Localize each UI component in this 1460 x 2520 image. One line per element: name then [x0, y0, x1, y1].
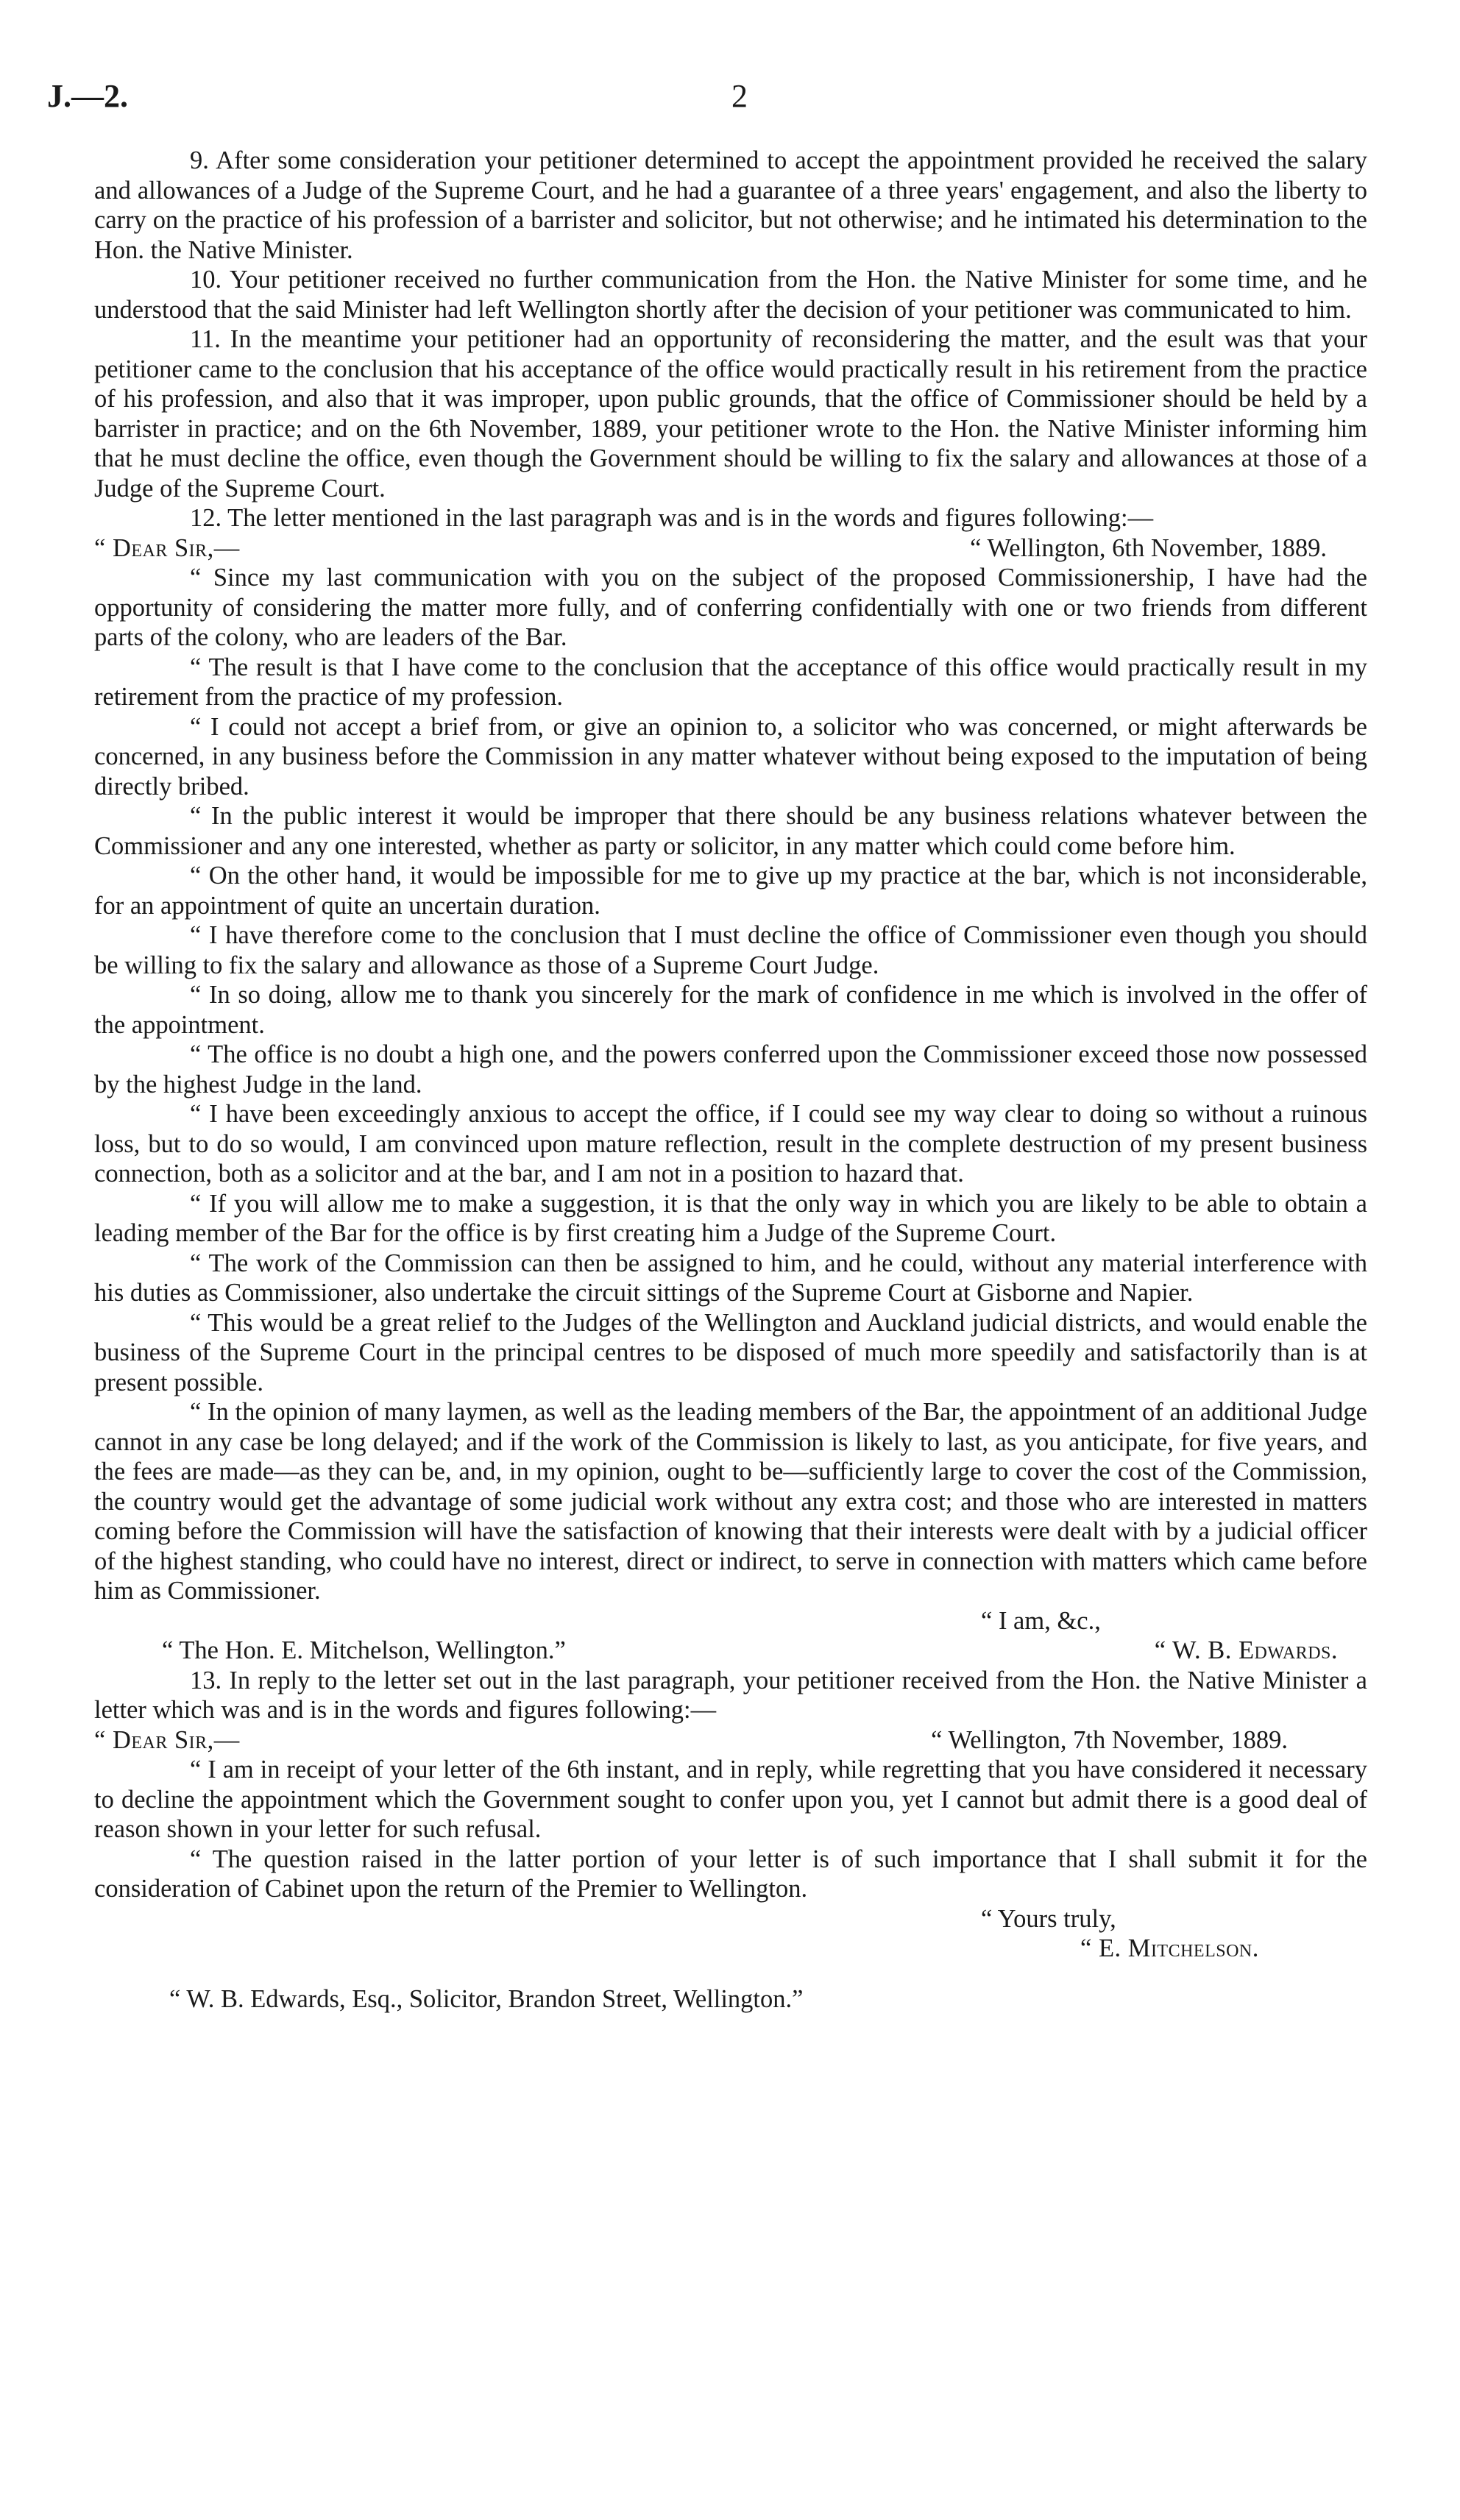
- letter-2-addressee: “ W. B. Edwards, Esq., Solicitor, Brandon Street, Wellington.”: [169, 1984, 804, 2013]
- letter-1-paragraph: “ On the other hand, it would be impossible for me to give up my practice at the bar, which is not inconsiderable, for an appointment of quite an uncertain duration.: [94, 862, 1367, 920]
- letter-1-paragraph: “ The result is that I have come to the conclusion that the acceptance of this office would practically result in my retirement from the practice of my profession.: [94, 653, 1367, 711]
- letter-2-heading: [94, 1725, 1367, 1756]
- document-body: [94, 146, 1367, 2014]
- letter-1-paragraph: “ I could not accept a brief from, or give an opinion to, a solicitor who was concerned, or might afterwards be concerned, in any business before the Commission in any matter whatever without being exposed to the imputation of being directly bribed.: [94, 712, 1367, 801]
- page-number: 2: [731, 78, 748, 114]
- letter-2-paragraph: “ The question raised in the latter portion of your letter is of such importance that I shall submit it for the consideration of Cabinet upon the return of the Premier to Wellington.: [94, 1845, 1367, 1903]
- letter-2-dateline: “ Wellington, 7th November, 1889.: [931, 1725, 1288, 1754]
- letter-1-paragraph: “ In so doing, allow me to thank you sincerely for the mark of confidence in me which is involved in the offer of the appointment.: [94, 981, 1367, 1039]
- letter-edwards: [94, 533, 1367, 1666]
- letter-1-paragraph: “ Since my last communication with you on the subject of the proposed Commissionership, I have had the opportunity of considering the matter more fully, and of conferring confidentially with one or two friends from different parts of the colony, who are leaders of the Bar.: [94, 564, 1367, 651]
- letter-1-closing: “ I am, &c.,: [981, 1606, 1101, 1635]
- paragraph-11: 11. In the meantime your petitioner had an opportunity of reconsidering the matter, and the esult was that your petitioner came to the conclusion that his acceptance of the office would practically result in his retirement from the practice of his profession, and also that it was improper, upon public grounds, that the office of Commissioner should be held by a barrister in practice; and on the 6th November, 1889, your petitioner wrote to the Hon. the Native Minister informing him that he must decline the office, even though the Government should be willing to fix the salary and allowances at those of a Judge of the Supreme Court.: [94, 325, 1367, 503]
- page-header: [47, 77, 1416, 121]
- letter-2-paragraph: “ I am in receipt of your letter of the 6th instant, and in reply, while regretting that you have considered it necessary to decline the appointment which the Government sought to confer upon you, yet I cannot but admit there is a good deal of reason shown in your letter for such refusal.: [94, 1756, 1367, 1843]
- paragraph-12: 12. The letter mentioned in the last paragraph was and is in the words and figures following:—: [190, 504, 1154, 532]
- letter-1-dateline: “ Wellington, 6th November, 1889.: [970, 533, 1327, 562]
- letter-1-paragraph: “ In the opinion of many laymen, as well as the leading members of the Bar, the appointment of an additional Judge cannot in any case be long delayed; and if the work of the Commission is likely to last, as you anticipate, for five years, and the fees are made—as they can be, and, in my opinion, ought to be—sufficiently large to cover the cost of the Commission, the country would get the advantage of some judicial work without any extra cost; and those who are interested in matters coming before the Commission will have the satisfaction of knowing that their interests were dealt with by a judicial officer of the highest standing, who could have no interest, direct or indirect, to serve in connection with matters which came before him as Commissioner.: [94, 1398, 1367, 1605]
- letter-1-footer: [94, 1636, 1367, 1666]
- letter-2-signature: “ E. Mitchelson.: [1080, 1934, 1259, 1962]
- letter-1-paragraph: “ This would be a great relief to the Judges of the Wellington and Auckland judicial districts, and would enable the business of the Supreme Court in the principal centres to be disposed of much more speedily and satisfactorily than is at present possible.: [94, 1308, 1367, 1396]
- letter-1-paragraph: “ If you will allow me to make a suggestion, it is that the only way in which you are likely to be able to obtain a leading member of the Bar for the office is by first creating him a Judge of the Supreme Court.: [94, 1189, 1367, 1247]
- letter-2-closing: “ Yours truly,: [981, 1904, 1116, 1933]
- letter-1-paragraph: “ The work of the Commission can then be assigned to him, and he could, without any material interference with his duties as Commissioner, also undertake the circuit sittings of the Supreme Court at Gisborne and Napier.: [94, 1249, 1367, 1307]
- letter-1-paragraph: “ In the public interest it would be improper that there should be any business relations whatever between the Commissioner and any one interested, whether as party or solicitor, in any matter which could come before him.: [94, 802, 1367, 860]
- letter-1-addressee: “ The Hon. E. Mitchelson, Wellington.”: [162, 1636, 566, 1664]
- letter-2-salutation: “ Dear Sir,—: [94, 1725, 240, 1754]
- letter-1-paragraph: “ I have been exceedingly anxious to accept the office, if I could see my way clear to doing so without a ruinous loss, but to do so would, I am convinced upon mature reflection, result in the complete destruction of my present business connection, both as a solicitor and at the bar, and I am not in a position to hazard that.: [94, 1100, 1367, 1188]
- letter-1-paragraph: “ I have therefore come to the conclusion that I must decline the office of Commissioner even though you should be willing to fix the salary and allowance as those of a Supreme Court Judge.: [94, 921, 1367, 979]
- letter-1-heading: [94, 533, 1367, 564]
- letter-mitchelson: [94, 1725, 1367, 2015]
- document-reference: J.—2.: [47, 78, 128, 114]
- letter-1-paragraph: “ The office is no doubt a high one, and the powers conferred upon the Commissioner exceed those now possessed by the highest Judge in the land.: [94, 1040, 1367, 1098]
- paragraph-9: 9. After some consideration your petitioner determined to accept the appointment provided he received the salary and allowances of a Judge of the Supreme Court, and he had a guarantee of a three years' engagement, and also the liberty to carry on the practice of his profession of a barrister and solicitor, but not otherwise; and he intimated his determination to the Hon. the Native Minister.: [94, 146, 1367, 264]
- letter-1-signature: “ W. B. Edwards.: [1154, 1636, 1338, 1664]
- paragraph-13: 13. In reply to the letter set out in the last paragraph, your petitioner received from the Hon. the Native Minister a letter which was and is in the words and figures following:—: [94, 1666, 1367, 1724]
- paragraph-10: 10. Your petitioner received no further communication from the Hon. the Native Minister for some time, and he understood that the said Minister had left Wellington shortly after the decision of your petitioner was communicated to him.: [94, 266, 1367, 324]
- letter-1-salutation: “ Dear Sir,—: [94, 533, 240, 562]
